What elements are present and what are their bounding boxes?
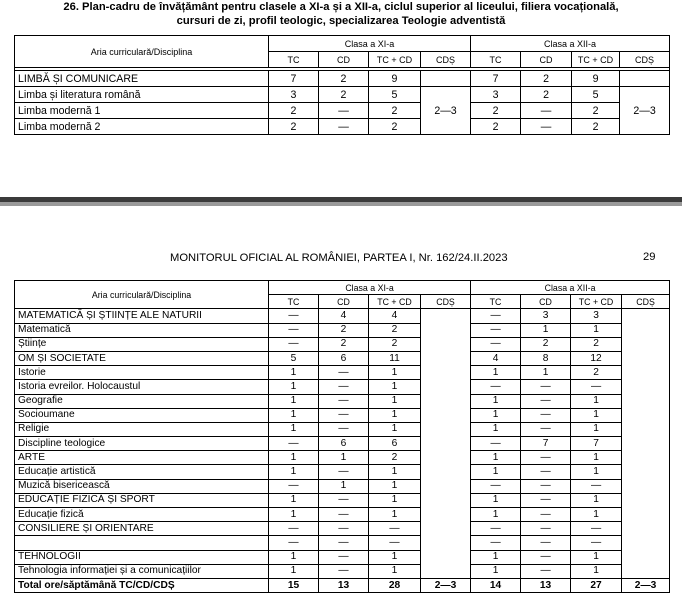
hours-cell: 1 bbox=[471, 550, 521, 564]
hours-cell: — bbox=[319, 465, 369, 479]
hours-cell: 1 bbox=[471, 366, 521, 380]
document-title-line-2: cursuri de zi, profil teologic, specializarea Teologie adventistă bbox=[176, 15, 506, 27]
hours-cell: 1 bbox=[471, 564, 521, 578]
hours-cell: 1 bbox=[269, 508, 319, 522]
hours-cell: — bbox=[521, 550, 571, 564]
total-cell: 27 bbox=[571, 578, 622, 592]
hours-cell: 7 bbox=[571, 437, 622, 451]
hours-cell: — bbox=[319, 564, 369, 578]
hours-cell: 3 bbox=[521, 309, 571, 323]
hours-cell: — bbox=[269, 437, 319, 451]
table-row bbox=[15, 508, 670, 522]
hours-cell: — bbox=[319, 119, 369, 135]
hours-cell: 2 bbox=[269, 103, 319, 119]
curriculum-table-top bbox=[14, 35, 670, 135]
hours-cell: 1 bbox=[471, 408, 521, 422]
discipline-name: Limba modernă 2 bbox=[15, 119, 269, 135]
col-header-cds: CDȘ bbox=[421, 295, 471, 309]
hours-cell: 1 bbox=[571, 508, 622, 522]
hours-cell: 1 bbox=[369, 366, 421, 380]
col-header-tc: TC bbox=[471, 52, 521, 68]
col-header-cd: CD bbox=[521, 52, 572, 68]
page-number: 29 bbox=[643, 251, 656, 263]
col-header-cd: CD bbox=[319, 295, 369, 309]
hours-cell: 1 bbox=[471, 493, 521, 507]
table-row bbox=[15, 323, 670, 337]
table-row bbox=[15, 87, 670, 103]
table-body bbox=[15, 309, 670, 593]
hours-cell: — bbox=[269, 323, 319, 337]
hours-cell: 2 bbox=[319, 71, 369, 87]
grade-11-header: Clasa a XI-a bbox=[269, 281, 471, 295]
table-row bbox=[15, 437, 670, 451]
total-cell: 2—3 bbox=[622, 578, 670, 592]
hours-cell: — bbox=[521, 465, 571, 479]
table-row bbox=[15, 309, 670, 323]
hours-cell: 2 bbox=[319, 323, 369, 337]
hours-cell: — bbox=[319, 366, 369, 380]
hours-cell: — bbox=[269, 337, 319, 351]
discipline-name bbox=[15, 536, 269, 550]
hours-cell: — bbox=[269, 479, 319, 493]
table-row bbox=[15, 550, 670, 564]
discipline-name: Tehnologia informației și a comunicațiilor bbox=[15, 564, 269, 578]
hours-cell: 9 bbox=[369, 71, 421, 87]
hours-cell: 5 bbox=[269, 351, 319, 365]
hours-cell: 1 bbox=[571, 493, 622, 507]
hours-cell: 7 bbox=[471, 71, 521, 87]
hours-cell: 5 bbox=[369, 87, 421, 103]
hours-cell: 1 bbox=[471, 451, 521, 465]
discipline-name: MATEMATICĂ ȘI ȘTIINȚE ALE NATURII bbox=[15, 309, 269, 323]
hours-cell: 2 bbox=[471, 103, 521, 119]
hours-cell: — bbox=[319, 103, 369, 119]
hours-cell: — bbox=[319, 422, 369, 436]
hours-cell: 1 bbox=[521, 323, 571, 337]
hours-cell: 2 bbox=[369, 337, 421, 351]
hours-cell: 1 bbox=[571, 394, 622, 408]
hours-cell: 3 bbox=[571, 309, 622, 323]
hours-cell: — bbox=[521, 564, 571, 578]
gazette-running-head: MONITORUL OFICIAL AL ROMÂNIEI, PARTEA I, Nr. 162/24.II.2023 bbox=[170, 252, 508, 264]
discipline-name: Discipline teologice bbox=[15, 437, 269, 451]
hours-cell: 1 bbox=[369, 493, 421, 507]
hours-cell: — bbox=[521, 479, 571, 493]
hours-cell: 2 bbox=[319, 87, 369, 103]
col-header-tc: TC bbox=[471, 295, 521, 309]
hours-cell: 6 bbox=[319, 437, 369, 451]
hours-cell: 1 bbox=[571, 408, 622, 422]
table-row bbox=[15, 564, 670, 578]
hours-cell: 1 bbox=[369, 394, 421, 408]
hours-cell: 2 bbox=[369, 103, 421, 119]
hours-cell: 4 bbox=[319, 309, 369, 323]
hours-cell: 1 bbox=[269, 408, 319, 422]
discipline-name: Geografie bbox=[15, 394, 269, 408]
table-row bbox=[15, 351, 670, 365]
discipline-name: Matematică bbox=[15, 323, 269, 337]
discipline-name: ARTE bbox=[15, 451, 269, 465]
hours-cell: — bbox=[369, 522, 421, 536]
col-header-cd: CD bbox=[319, 52, 369, 68]
hours-cell: 3 bbox=[471, 87, 521, 103]
hours-cell: — bbox=[521, 536, 571, 550]
hours-cell: 1 bbox=[471, 508, 521, 522]
hours-cell: 1 bbox=[471, 394, 521, 408]
discipline-name: Limba și literatura română bbox=[15, 87, 269, 103]
hours-cell: — bbox=[521, 508, 571, 522]
table-row bbox=[15, 366, 670, 380]
hours-cell: — bbox=[319, 508, 369, 522]
table-row bbox=[15, 522, 670, 536]
hours-cell: 2 bbox=[269, 119, 319, 135]
table-row bbox=[15, 493, 670, 507]
hours-cell: 12 bbox=[571, 351, 622, 365]
col-header-cds: CDȘ bbox=[620, 52, 670, 68]
table-row bbox=[15, 536, 670, 550]
discipline-name: Limba modernă 1 bbox=[15, 103, 269, 119]
discipline-name: Istoria evreilor. Holocaustul bbox=[15, 380, 269, 394]
hours-cell: 7 bbox=[521, 437, 571, 451]
discipline-name: Muzică bisericească bbox=[15, 479, 269, 493]
table-row bbox=[15, 103, 670, 119]
hours-cell: 1 bbox=[269, 422, 319, 436]
hours-cell: 1 bbox=[369, 479, 421, 493]
hours-cell: — bbox=[521, 408, 571, 422]
hours-cell: 1 bbox=[369, 550, 421, 564]
hours-cell: — bbox=[319, 522, 369, 536]
hours-cell: 1 bbox=[571, 550, 622, 564]
col-header-tc-cd: TC + CD bbox=[369, 52, 421, 68]
area-header: Aria curriculară/Disciplina bbox=[15, 36, 269, 68]
hours-cell: 3 bbox=[269, 87, 319, 103]
document-title-line-1: 26. Plan-cadru de învățământ pentru clasele a XI-a și a XII-a, ciclul superior al liceului, filiera vocațională, bbox=[63, 1, 619, 13]
hours-cell: 2 bbox=[572, 119, 620, 135]
hours-cell: 1 bbox=[369, 422, 421, 436]
hours-cell: 2 bbox=[571, 366, 622, 380]
hours-cell: 1 bbox=[471, 465, 521, 479]
hours-cell: 1 bbox=[269, 493, 319, 507]
table-row bbox=[15, 71, 670, 87]
hours-cell: — bbox=[471, 536, 521, 550]
hours-cell: — bbox=[319, 536, 369, 550]
col-header-tc-cd: TC + CD bbox=[369, 295, 421, 309]
table-row bbox=[15, 408, 670, 422]
hours-cell: 6 bbox=[319, 351, 369, 365]
col-header-tc-cd: TC + CD bbox=[572, 52, 620, 68]
discipline-name: Socioumane bbox=[15, 408, 269, 422]
cds-merged-cell: 2—3 bbox=[620, 87, 670, 135]
hours-cell: 1 bbox=[269, 465, 319, 479]
hours-cell: 2 bbox=[369, 119, 421, 135]
hours-cell: — bbox=[471, 479, 521, 493]
hours-cell: — bbox=[571, 536, 622, 550]
discipline-name: Educație artistică bbox=[15, 465, 269, 479]
hours-cell: — bbox=[269, 536, 319, 550]
table-row bbox=[15, 337, 670, 351]
hours-cell: 1 bbox=[369, 564, 421, 578]
curriculum-table-bottom bbox=[14, 280, 670, 593]
cds-merged-cell: 2—3 bbox=[421, 87, 471, 135]
hours-cell: 7 bbox=[269, 71, 319, 87]
discipline-name: Științe bbox=[15, 337, 269, 351]
hours-cell: — bbox=[521, 119, 572, 135]
table-row bbox=[15, 380, 670, 394]
document-title bbox=[0, 0, 682, 28]
hours-cell: 2 bbox=[521, 337, 571, 351]
table-row bbox=[15, 119, 670, 135]
discipline-name: EDUCAȚIE FIZICĂ ȘI SPORT bbox=[15, 493, 269, 507]
hours-cell: 1 bbox=[269, 451, 319, 465]
hours-cell: — bbox=[369, 536, 421, 550]
hours-cell: — bbox=[571, 522, 622, 536]
total-cell: 14 bbox=[471, 578, 521, 592]
hours-cell: 1 bbox=[269, 550, 319, 564]
hours-cell: 8 bbox=[521, 351, 571, 365]
total-cell: 13 bbox=[521, 578, 571, 592]
hours-cell: — bbox=[571, 380, 622, 394]
col-header-cds: CDȘ bbox=[421, 52, 471, 68]
discipline-name: Istorie bbox=[15, 366, 269, 380]
hours-cell: 1 bbox=[471, 422, 521, 436]
hours-cell: — bbox=[521, 103, 572, 119]
total-cell: 13 bbox=[319, 578, 369, 592]
cds-cell bbox=[421, 71, 471, 87]
hours-cell: — bbox=[319, 493, 369, 507]
hours-cell: 2 bbox=[319, 337, 369, 351]
hours-cell: 5 bbox=[572, 87, 620, 103]
grade-11-header: Clasa a XI-a bbox=[269, 36, 471, 52]
hours-cell: — bbox=[471, 522, 521, 536]
hours-cell: — bbox=[471, 380, 521, 394]
hours-cell: — bbox=[521, 380, 571, 394]
total-row bbox=[15, 578, 670, 592]
table-row bbox=[15, 465, 670, 479]
hours-cell: 9 bbox=[572, 71, 620, 87]
hours-cell: 1 bbox=[369, 380, 421, 394]
hours-cell: 1 bbox=[269, 366, 319, 380]
table-row bbox=[15, 422, 670, 436]
hours-cell: — bbox=[571, 479, 622, 493]
hours-cell: 4 bbox=[369, 309, 421, 323]
hours-cell: 6 bbox=[369, 437, 421, 451]
hours-cell: — bbox=[319, 550, 369, 564]
hours-cell: 1 bbox=[269, 380, 319, 394]
hours-cell: — bbox=[319, 394, 369, 408]
cds-cell bbox=[421, 309, 471, 579]
cds-cell bbox=[622, 309, 670, 579]
hours-cell: — bbox=[269, 309, 319, 323]
hours-cell: 1 bbox=[369, 465, 421, 479]
hours-cell: 2 bbox=[521, 87, 572, 103]
hours-cell: — bbox=[521, 522, 571, 536]
col-header-tc-cd: TC + CD bbox=[571, 295, 622, 309]
total-cell: 15 bbox=[269, 578, 319, 592]
total-cell: 28 bbox=[369, 578, 421, 592]
hours-cell: 1 bbox=[571, 564, 622, 578]
hours-cell: 2 bbox=[571, 337, 622, 351]
hours-cell: 2 bbox=[369, 323, 421, 337]
hours-cell: 1 bbox=[319, 479, 369, 493]
page-separator-light bbox=[0, 202, 682, 206]
hours-cell: — bbox=[521, 451, 571, 465]
hours-cell: 2 bbox=[572, 103, 620, 119]
total-label: Total ore/săptămână TC/CD/CDȘ bbox=[15, 578, 269, 592]
hours-cell: 1 bbox=[521, 366, 571, 380]
hours-cell: — bbox=[471, 337, 521, 351]
hours-cell: — bbox=[521, 422, 571, 436]
hours-cell: — bbox=[319, 408, 369, 422]
grade-12-header: Clasa a XII-a bbox=[471, 281, 670, 295]
discipline-name: TEHNOLOGII bbox=[15, 550, 269, 564]
discipline-name: Religie bbox=[15, 422, 269, 436]
hours-cell: 1 bbox=[369, 408, 421, 422]
hours-cell: 1 bbox=[571, 451, 622, 465]
hours-cell: 2 bbox=[521, 71, 572, 87]
table-row bbox=[15, 451, 670, 465]
hours-cell: 11 bbox=[369, 351, 421, 365]
hours-cell: — bbox=[319, 380, 369, 394]
table-row bbox=[15, 394, 670, 408]
hours-cell: 1 bbox=[269, 564, 319, 578]
hours-cell: — bbox=[521, 394, 571, 408]
grade-12-header: Clasa a XII-a bbox=[471, 36, 670, 52]
discipline-name: LIMBĂ ȘI COMUNICARE bbox=[15, 71, 269, 87]
hours-cell: — bbox=[471, 437, 521, 451]
hours-cell: 1 bbox=[319, 451, 369, 465]
hours-cell: 1 bbox=[571, 422, 622, 436]
hours-cell: 1 bbox=[571, 323, 622, 337]
discipline-name: CONSILIERE ȘI ORIENTARE bbox=[15, 522, 269, 536]
hours-cell: — bbox=[471, 323, 521, 337]
cds-cell bbox=[620, 71, 670, 87]
table-row bbox=[15, 479, 670, 493]
hours-cell: — bbox=[269, 522, 319, 536]
hours-cell: 1 bbox=[269, 394, 319, 408]
discipline-name: Educație fizică bbox=[15, 508, 269, 522]
hours-cell: 4 bbox=[471, 351, 521, 365]
col-header-tc: TC bbox=[269, 52, 319, 68]
hours-cell: 1 bbox=[369, 508, 421, 522]
area-header: Aria curriculară/Disciplina bbox=[15, 281, 269, 309]
hours-cell: 1 bbox=[571, 465, 622, 479]
col-header-cd: CD bbox=[521, 295, 571, 309]
hours-cell: — bbox=[471, 309, 521, 323]
col-header-tc: TC bbox=[269, 295, 319, 309]
discipline-name: OM ȘI SOCIETATE bbox=[15, 351, 269, 365]
col-header-cds: CDȘ bbox=[622, 295, 670, 309]
hours-cell: 2 bbox=[369, 451, 421, 465]
hours-cell: — bbox=[521, 493, 571, 507]
total-cell: 2—3 bbox=[421, 578, 471, 592]
hours-cell: 2 bbox=[471, 119, 521, 135]
